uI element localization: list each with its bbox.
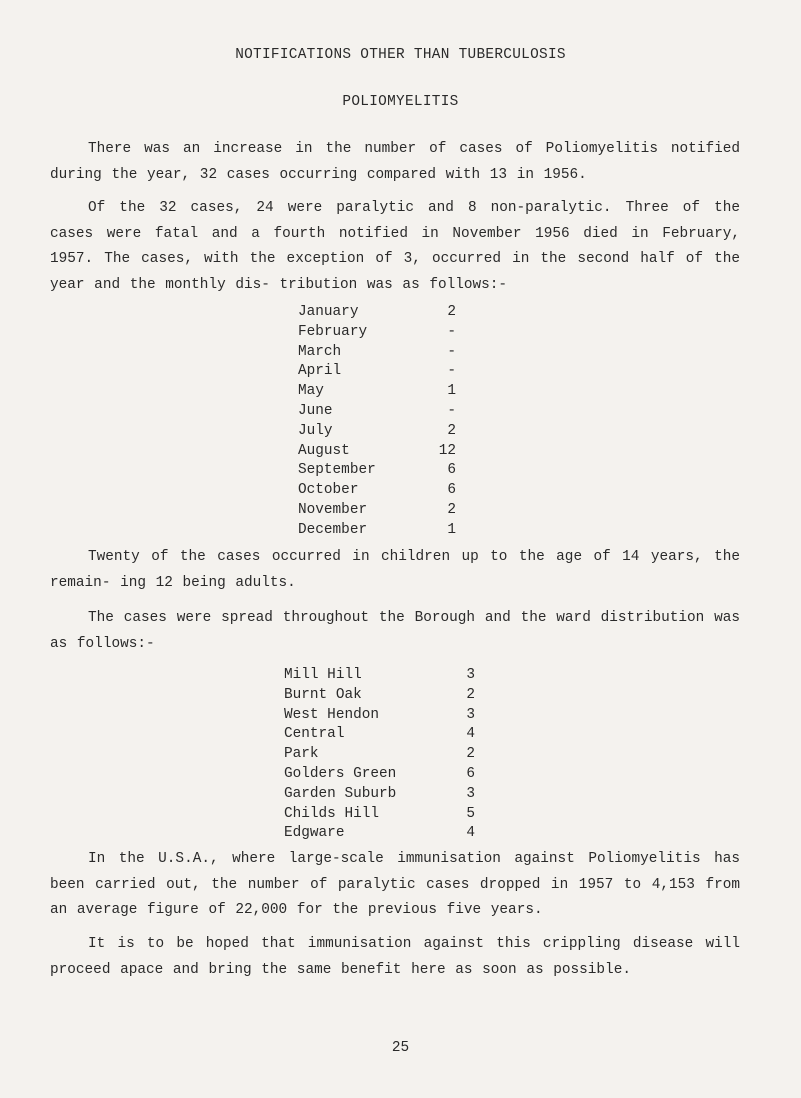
table-row — [284, 824, 484, 844]
month-label: March — [298, 343, 342, 360]
month-label: May — [298, 383, 324, 400]
month-label: October — [298, 482, 359, 499]
case-count: 2 — [447, 501, 456, 518]
case-count: 12 — [438, 442, 456, 459]
case-count: - — [447, 343, 456, 360]
ward-label: Park — [284, 746, 319, 763]
ward-label: Burnt Oak — [284, 686, 362, 703]
case-count: - — [447, 363, 456, 380]
case-count: 3 — [466, 785, 475, 802]
table-row — [298, 343, 468, 363]
month-label: April — [298, 363, 342, 380]
table-row — [284, 725, 484, 745]
ward-distribution-table — [284, 666, 484, 844]
case-count: - — [447, 323, 456, 340]
ward-label: Mill Hill — [284, 667, 362, 683]
table-row — [298, 402, 468, 422]
page-number: 25 — [391, 1040, 410, 1056]
case-count: 4 — [466, 825, 475, 842]
table-row — [284, 686, 484, 706]
month-label: August — [298, 442, 350, 459]
month-label: February — [298, 323, 368, 340]
case-count: - — [447, 402, 456, 419]
paragraph-case-breakdown: Of the 32 cases, 24 were paralytic and 8 non-paralytic. Three of the cases were fatal and a fourth notified in November 1956 died in February, 1957. The cases, with the exception of 3, occurred in the second half of the year and the monthly dis- tribution was as follows:- — [50, 200, 740, 293]
case-count: 6 — [466, 765, 475, 782]
month-label: July — [298, 422, 333, 439]
ward-label: Golders Green — [284, 765, 397, 782]
table-row — [298, 481, 468, 501]
case-count: 1 — [447, 521, 456, 538]
case-count: 5 — [466, 805, 475, 822]
table-row — [298, 303, 468, 323]
ward-label: Central — [284, 726, 345, 743]
table-row — [284, 785, 484, 805]
table-row — [284, 666, 484, 686]
table-row — [284, 765, 484, 785]
case-count: 3 — [466, 706, 475, 723]
case-count: 6 — [447, 462, 456, 479]
table-row — [284, 706, 484, 726]
case-count: 2 — [447, 422, 456, 439]
ward-label: Childs Hill — [284, 805, 379, 822]
month-label: December — [298, 521, 368, 538]
table-row — [284, 805, 484, 825]
table-row — [298, 501, 468, 521]
section-title: NOTIFICATIONS OTHER THAN TUBERCULOSIS — [235, 47, 566, 63]
paragraph-increase: There was an increase in the number of cases of Poliomyelitis notified during the year, 32 cases occurring compared with 13 in 1956. — [50, 141, 740, 183]
case-count: 4 — [466, 726, 475, 743]
case-count: 6 — [447, 482, 456, 499]
ward-label: West Hendon — [284, 706, 379, 723]
monthly-distribution-table — [298, 303, 468, 541]
paragraph-usa-immunisation: In the U.S.A., where large-scale immunisation against Poliomyelitis has been carried out, the number of paralytic cases dropped in 1957 to 4,153 from an average figure of 22,000 for the previous five years. — [50, 851, 740, 918]
month-label: November — [298, 501, 368, 518]
ward-label: Edgware — [284, 825, 345, 842]
subsection-title: POLIOMYELITIS — [342, 94, 459, 110]
table-row — [298, 461, 468, 481]
month-label: September — [298, 462, 376, 479]
month-label: January — [298, 304, 359, 320]
table-row — [284, 745, 484, 765]
table-row — [298, 442, 468, 462]
paragraph-conclusion: It is to be hoped that immunisation against this crippling disease will proceed apace and bring the same benefit here as soon as possible. — [50, 936, 740, 978]
paragraph-ward-intro: The cases were spread throughout the Borough and the ward distribution was as follows:- — [50, 610, 740, 652]
ward-label: Garden Suburb — [284, 785, 397, 802]
case-count: 3 — [466, 667, 475, 683]
table-row — [298, 382, 468, 402]
paragraph-age-split: Twenty of the cases occurred in children up to the age of 14 years, the remain- ing 12 being adults. — [50, 549, 740, 591]
case-count: 2 — [447, 304, 456, 320]
table-row — [298, 362, 468, 382]
case-count: 2 — [466, 686, 475, 703]
case-count: 1 — [447, 383, 456, 400]
case-count: 2 — [466, 746, 475, 763]
table-row — [298, 323, 468, 343]
month-label: June — [298, 402, 333, 419]
table-row — [298, 521, 468, 541]
table-row — [298, 422, 468, 442]
